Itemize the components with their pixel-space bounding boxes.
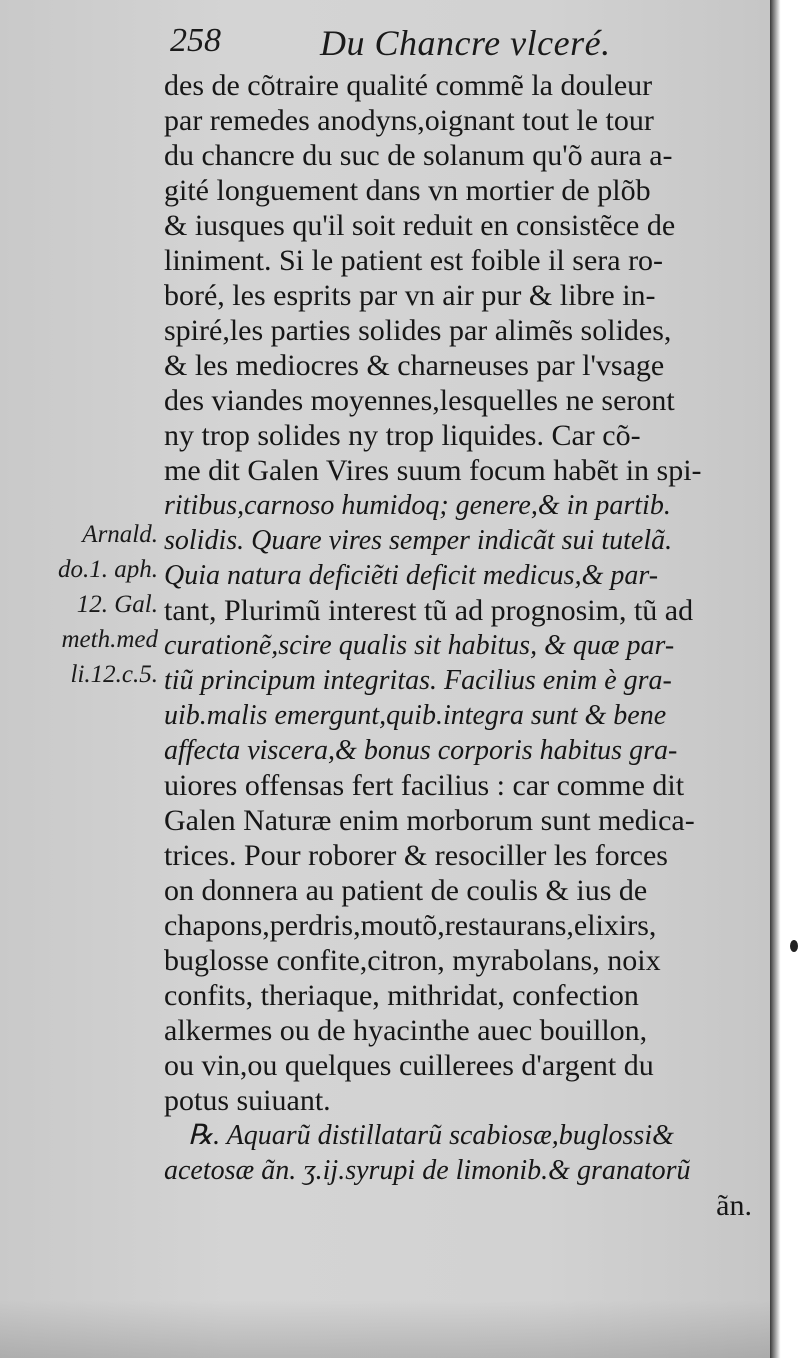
margin-note: 12. Gal. bbox=[76, 591, 158, 618]
text-line: boré, les esprits par vn air pur & libre in- bbox=[164, 279, 656, 312]
text-line: & iusques qu'il soit reduit en consistẽce de bbox=[164, 209, 676, 242]
text-line: du chancre du suc de solanum qu'õ aura a- bbox=[164, 139, 673, 172]
text-line: Galen Naturæ enim morborum sunt medica- bbox=[164, 804, 695, 837]
page-edge-shadow bbox=[770, 0, 800, 1358]
text-line: confits, theriaque, mithridat, confection bbox=[164, 979, 639, 1012]
text-line: uib.malis emergunt,quib.integra sunt & bene bbox=[164, 700, 667, 731]
margin-note: li.12.c.5. bbox=[70, 661, 158, 688]
text-line: me dit Galen Vires suum focum habẽt in spi- bbox=[164, 454, 702, 487]
text-line: Quia natura deficiẽti deficit medicus,& par- bbox=[164, 560, 659, 591]
text-line: solidis. Quare vires semper indicãt sui tutelã. bbox=[164, 525, 673, 556]
page-header bbox=[170, 22, 760, 72]
text-line: chapons,perdris,moutõ,restaurans,elixirs, bbox=[164, 909, 657, 942]
recipe-line: ãn. bbox=[716, 1189, 752, 1222]
text-line: des viandes moyennes,lesquelles ne seront bbox=[164, 384, 675, 417]
text-line: tiũ principum integritas. Facilius enim è gra- bbox=[164, 665, 672, 696]
margin-note: Arnald. bbox=[82, 521, 158, 548]
recipe-line: acetosæ ãn. ʒ.ij.syrupi de limonib.& granatorũ bbox=[164, 1155, 691, 1186]
text-line: tant, Plurimũ interest tũ ad prognosim, tũ ad bbox=[164, 594, 694, 627]
text-line: alkermes ou de hyacinthe auec bouillon, bbox=[164, 1014, 648, 1047]
text-line: ny trop solides ny trop liquides. Car cõ- bbox=[164, 419, 641, 452]
page-number: 258 bbox=[170, 22, 221, 59]
text-line: trices. Pour roborer & resociller les forces bbox=[164, 839, 668, 872]
text-line: par remedes anodyns,oignant tout le tour bbox=[164, 104, 654, 137]
bottom-shadow bbox=[0, 1300, 770, 1358]
text-line: buglosse confite,citron, myrabolans, noix bbox=[164, 944, 661, 977]
body-text bbox=[164, 68, 764, 1223]
text-line: uiores offensas fert facilius : car comme dit bbox=[164, 769, 685, 802]
recipe-line: ℞. Aquarũ distillatarũ scabiosæ,buglossi& bbox=[188, 1120, 674, 1151]
margin-note: do.1. aph. bbox=[58, 556, 158, 583]
edge-mark bbox=[790, 940, 798, 952]
margin-note: meth.med bbox=[61, 626, 158, 653]
text-line: potus suiuant. bbox=[164, 1084, 331, 1117]
text-line: on donnera au patient de coulis & ius de bbox=[164, 874, 648, 907]
text-line: affecta viscera,& bonus corporis habitus gra- bbox=[164, 735, 678, 766]
text-line: ou vin,ou quelques cuillerees d'argent du bbox=[164, 1049, 654, 1082]
running-head: Du Chancre vlceré. bbox=[320, 23, 611, 63]
text-line: liniment. Si le patient est foible il sera ro- bbox=[164, 244, 664, 277]
margin-notes bbox=[46, 517, 158, 692]
text-line: ritibus,carnoso humidoq; genere,& in partib. bbox=[164, 490, 671, 521]
text-line: & les mediocres & charneuses par l'vsage bbox=[164, 349, 665, 382]
text-line: gité longuement dans vn mortier de plõb bbox=[164, 174, 651, 207]
text-line: des de cõtraire qualité commẽ la douleur bbox=[164, 69, 653, 102]
text-line: curationẽ,scire qualis sit habitus, & quæ par- bbox=[164, 630, 675, 661]
text-line: spiré,les parties solides par alimẽs solides, bbox=[164, 314, 672, 347]
